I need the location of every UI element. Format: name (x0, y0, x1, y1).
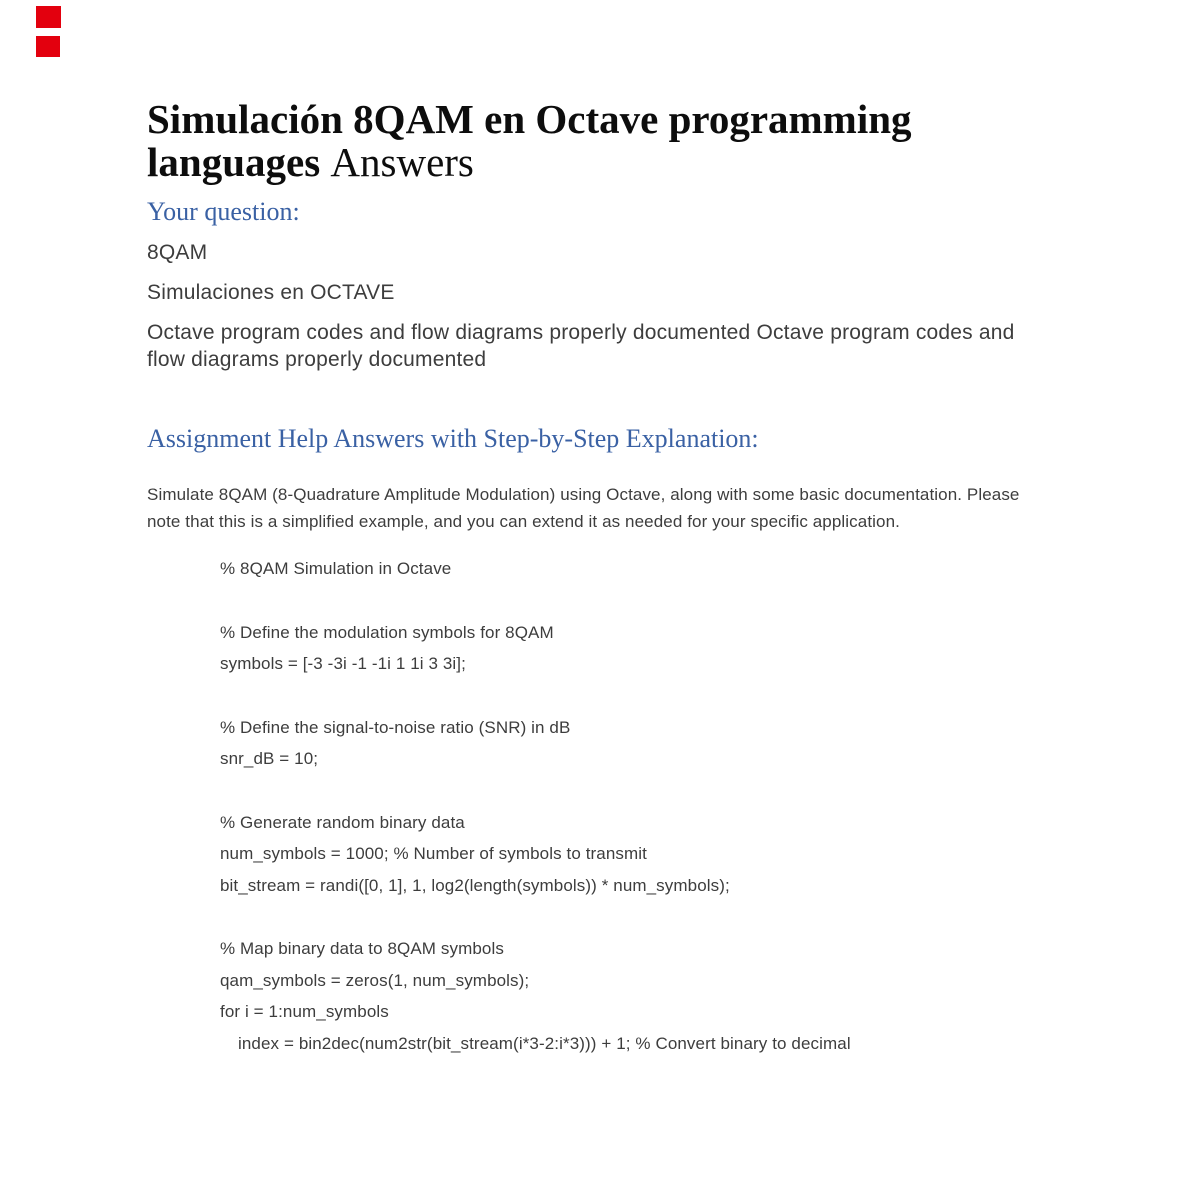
code-group (220, 712, 1027, 775)
code-group (220, 617, 1027, 680)
code-line: bit_stream = randi([0, 1], 1, log2(length(symbols)) * num_symbols); (220, 875, 730, 895)
red-mark-top (36, 6, 61, 28)
code-line: symbols = [-3 -3i -1 -1i 1 1i 3 3i]; (220, 654, 466, 674)
code-line: % Map binary data to 8QAM symbols (220, 939, 504, 959)
question-line-3: Octave program codes and flow diagrams properly documented Octave program codes and flow diagrams properly documented (147, 321, 1015, 372)
code-line: qam_symbols = zeros(1, num_symbols); (220, 970, 530, 990)
page-title-regular: Answers (330, 139, 474, 186)
code-line: num_symbols = 1000; % Number of symbols to transmit (220, 844, 647, 864)
code-group (220, 933, 1027, 1059)
red-mark-bottom (36, 36, 60, 57)
answer-intro: Simulate 8QAM (8-Quadrature Amplitude Modulation) using Octave, along with some basic documentation. Please note that this is a simplified example, and you can extend it as needed for your specific application. (147, 485, 1020, 531)
document-content (147, 0, 1027, 1091)
code-line: % Define the modulation symbols for 8QAM (220, 622, 554, 642)
question-line-1: 8QAM (147, 241, 208, 265)
page-title (147, 98, 1027, 184)
page-title-bold: Simulación 8QAM en Octave programming languages (147, 96, 912, 186)
question-heading: Your question: (147, 197, 300, 227)
answer-heading: Assignment Help Answers with Step-by-Step Explanation: (147, 424, 759, 454)
question-line-2: Simulaciones en OCTAVE (147, 281, 395, 305)
code-group (220, 807, 1027, 902)
code-line: index = bin2dec(num2str(bit_stream(i*3-2:i*3))) + 1; % Convert binary to decimal (238, 1033, 851, 1053)
code-line: % 8QAM Simulation in Octave (220, 559, 452, 579)
code-group (220, 553, 1027, 585)
code-line: % Generate random binary data (220, 812, 465, 832)
code-line: for i = 1:num_symbols (220, 1002, 389, 1022)
code-line: % Define the signal-to-noise ratio (SNR) in dB (220, 717, 571, 737)
code-block (147, 553, 1027, 1059)
code-line: snr_dB = 10; (220, 749, 319, 769)
